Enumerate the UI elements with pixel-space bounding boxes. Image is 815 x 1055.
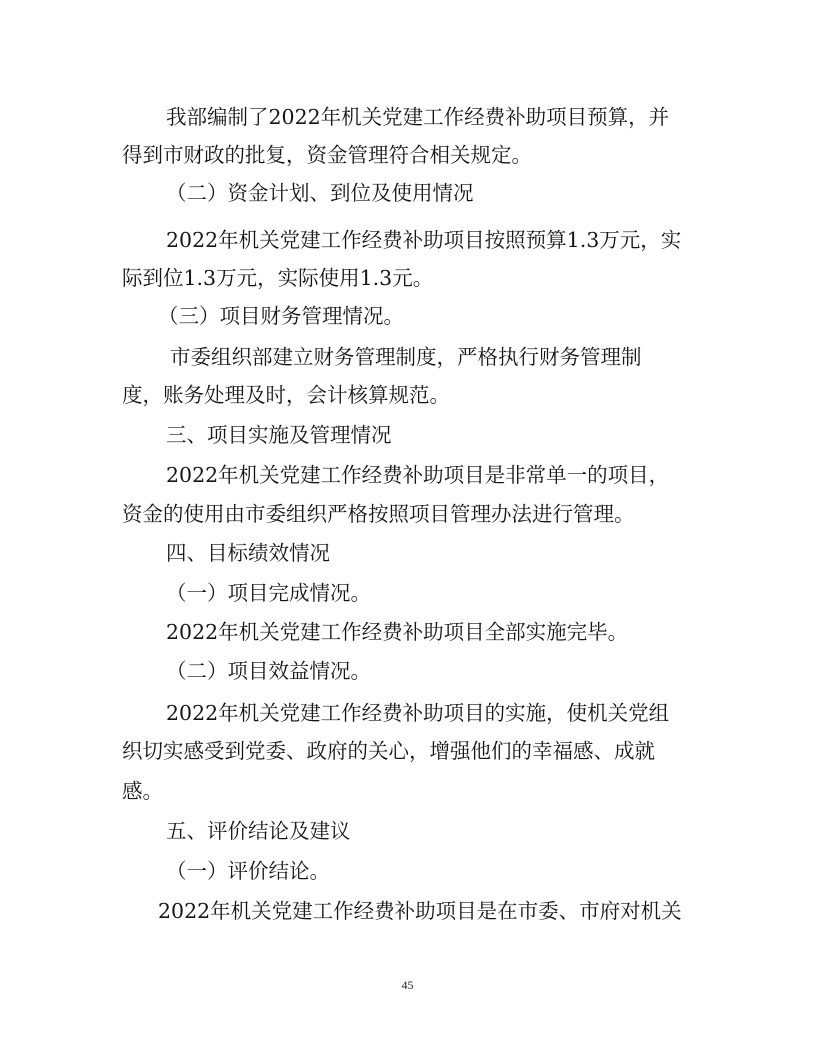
text-line: 2022年机关党建工作经费补助项目按照预算1.3万元，实 [166,228,682,252]
page-number: 45 [401,978,414,992]
section-heading: 三、项目实施及管理情况 [166,423,392,447]
text-line: 2022年机关党建工作经费补助项目是非常单一的项目， [166,463,670,487]
text-line: 2022年机关党建工作经费补助项目的实施，使机关党组 [166,701,670,725]
text-line: 感。 [122,779,163,803]
text-line: 织切实感受到党委、政府的关心，增强他们的幸福感、成就 [122,739,655,763]
text-line: 度，账务处理及时，会计核算规范。 [122,383,450,407]
text-line: 我部编制了2022年机关党建工作经费补助项目预算，并 [166,105,670,129]
text-line: 得到市财政的批复，资金管理符合相关规定。 [122,143,532,167]
section-heading: （二）资金计划、到位及使用情况 [166,181,474,205]
section-heading: （二）项目效益情况。 [166,659,371,683]
section-heading: （一）项目完成情况。 [166,581,371,605]
text-line: 市委组织部建立财务管理制度，严格执行财务管理制 [170,345,642,369]
text-line: 2022年机关党建工作经费补助项目是在市委、市府对机关 [158,899,682,923]
text-line: 2022年机关党建工作经费补助项目全部实施完毕。 [166,620,629,644]
section-heading: （一）评价结论。 [166,859,330,883]
text-line: 际到位1.3万元，实际使用1.3元。 [122,266,434,290]
section-heading: 四、目标绩效情况 [166,541,330,565]
section-heading: （三）项目财务管理情况。 [158,304,404,328]
section-heading: 五、评价结论及建议 [166,819,351,843]
text-line: 资金的使用由市委组织严格按照项目管理办法进行管理。 [122,502,635,526]
